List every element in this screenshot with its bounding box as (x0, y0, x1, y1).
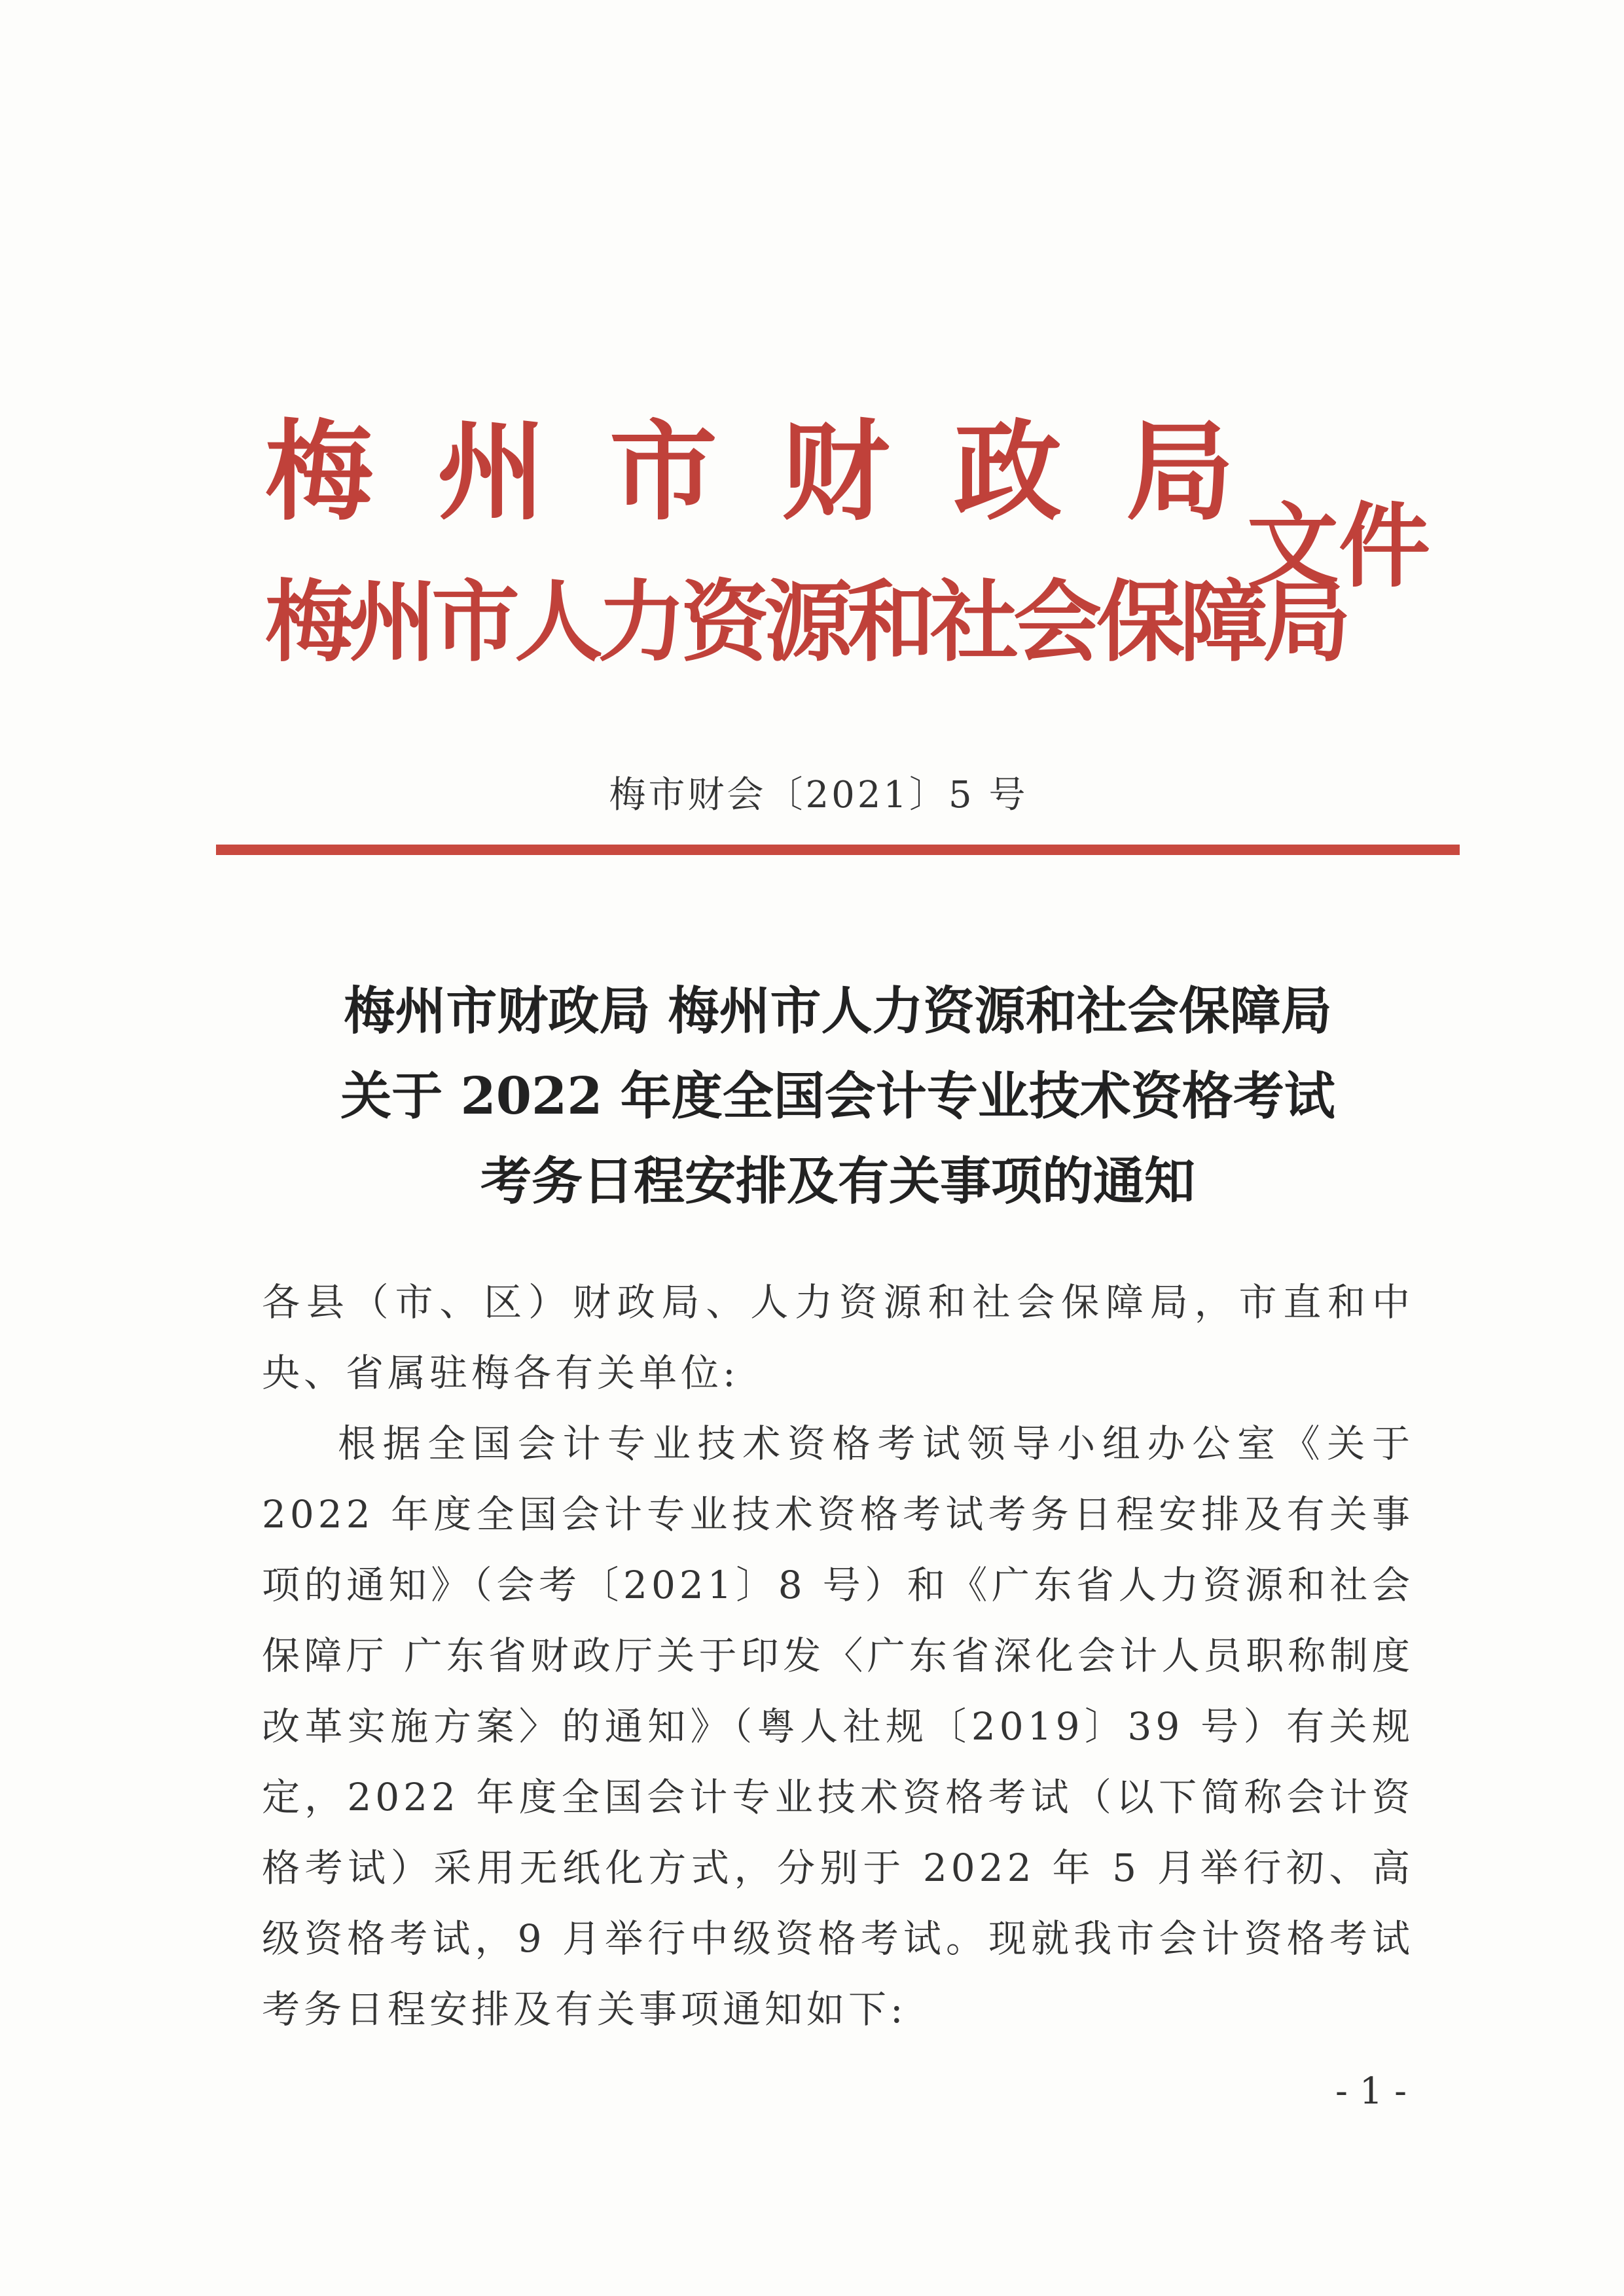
agency-name-finance-bureau (265, 406, 1234, 537)
title-line: 梅州市财政局 梅州市人力资源和社会保障局 (344, 981, 1332, 1041)
body-paragraph: 根据全国会计专业技术资格考试领导小组办公室《关于 2022 年度全国会计专业技术资格考试考务日程安排及有关事项的通知》（会考〔2021〕8 号）和《广东省人力资源和社会保障厅 广东省财政厅关于印发〈广东省深化会计人员职称制度改革实施方案〉的通知》（粤人社规〔2019〕39 号）有关规定，2022 年度全国会计专业技术资格考试（以下简称会计资格考试）采用无纸化方式，分别于 2022 年 5 月举行初、高级资格考试，9 月举行中级资格考试。现就我市会计资格考试考务日程安排及有关事项通知如下: (262, 1421, 1414, 2032)
agency-char: 政 (954, 408, 1062, 535)
agency-char: 局 (1126, 408, 1234, 535)
agency-char: 市 (609, 408, 717, 535)
agency-char: 财 (782, 408, 890, 535)
page-number: - 1 - (1335, 2070, 1407, 2113)
title-line: 关于 2022 年度全国会计专业技术资格考试 (340, 1066, 1335, 1126)
agency-char: 州 (437, 408, 545, 535)
document-number: 梅市财会〔2021〕5 号 (609, 774, 1028, 816)
document-word: 文件 (1247, 493, 1431, 600)
agency-name-hr-bureau: 梅州市人力资源和社会保障局 (265, 570, 1346, 674)
red-divider-line (216, 845, 1460, 855)
title-line: 考务日程安排及有关事项的通知 (480, 1152, 1195, 1211)
salutation: 各县（市、区）财政局、人力资源和社会保障局，市直和中央、省属驻梅各有关单位: (262, 1280, 1414, 1395)
agency-char: 梅 (265, 408, 373, 535)
document-body (262, 1267, 1414, 2045)
document-title (216, 969, 1460, 1224)
